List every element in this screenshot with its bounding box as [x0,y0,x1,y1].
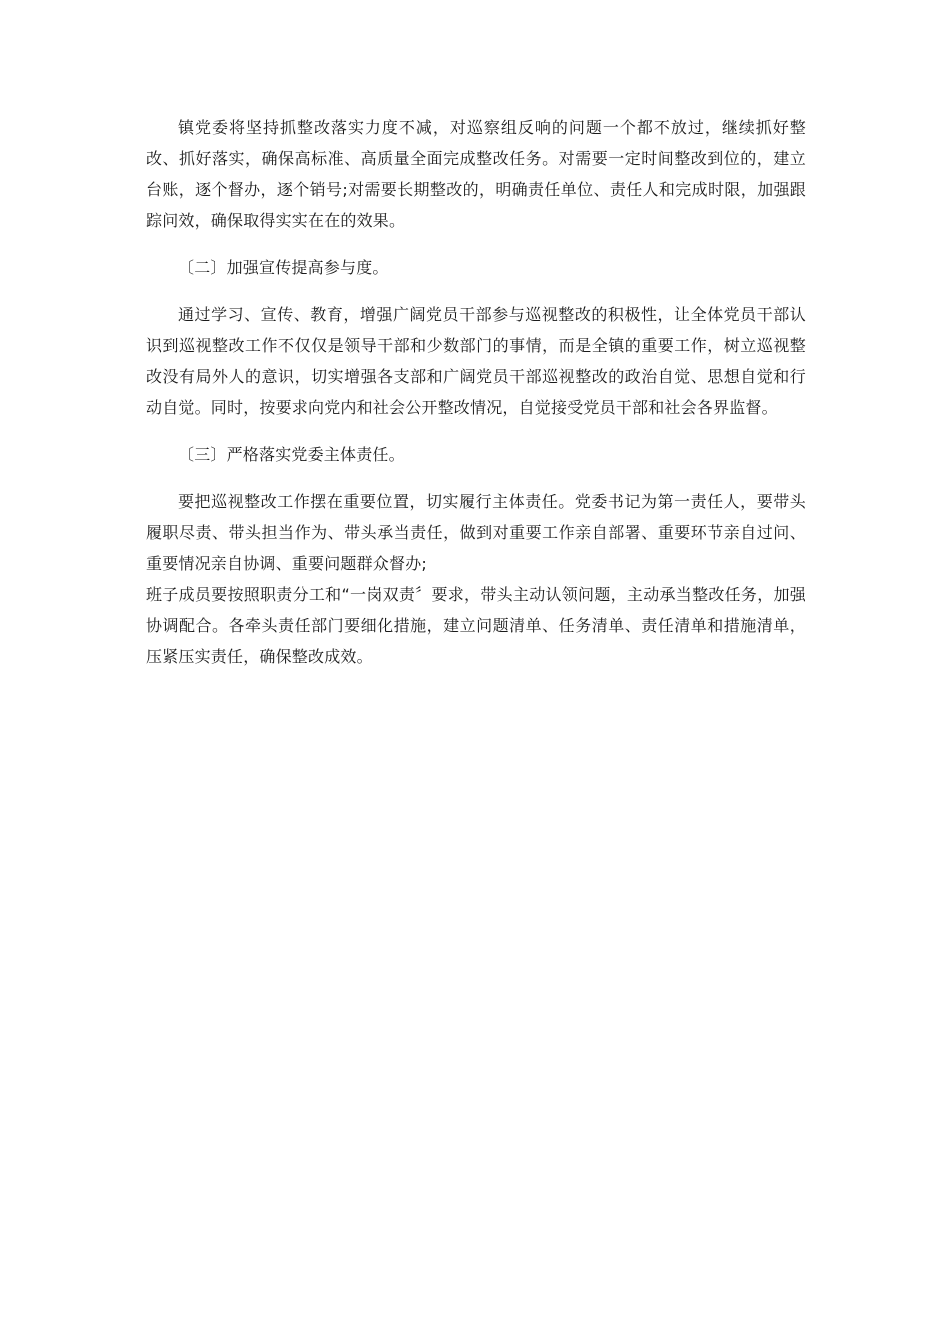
document-body [146,112,806,688]
paragraph-rectification-commitment: 镇党委将坚持抓整改落实力度不减，对巡察组反响的问题一个都不放过，继续抓好整改、抓好落实，确保高标准、高质量全面完成整改任务。对需要一定时间整改到位的，建立台账，逐个督办，逐个销号;对需要长期整改的，明确责任单位、责任人和完成时限，加强跟踪问效，确保取得实实在在的效果。 [146,118,806,230]
paragraph-team-members: 班子成员要按照职责分工和“一岗双责〞要求，带头主动认领问题，主动承当整改任务，加强协调配合。各牵头责任部门要细化措施，建立问题清单、任务清单、责任清单和措施清单，压紧压实责任，确保整改成效。 [146,585,806,666]
section-heading-responsibility: 〔三〕严格落实党委主体责任。 [178,445,405,464]
paragraph-publicity-participation: 通过学习、宣传、教育，增强广阔党员干部参与巡视整改的积极性，让全体党员干部认识到巡视整改工作不仅仅是领导干部和少数部门的事情，而是全镇的重要工作，树立巡视整改没有局外人的意识，切实增强各支部和广阔党员干部巡视整改的政治自觉、思想自觉和行动自觉。同时，按要求向党内和社会公开整改情况，自觉接受党员干部和社会各界监督。 [146,305,806,417]
paragraph-main-responsibility: 要把巡视整改工作摆在重要位置，切实履行主体责任。党委书记为第一责任人，要带头履职尽责、带头担当作为、带头承当责任，做到对重要工作亲自部署、重要环节亲自过问、重要情况亲自协调、重要问题群众督办; [146,492,806,573]
section-heading-publicity: 〔二〕加强宣传提高参与度。 [178,258,389,277]
